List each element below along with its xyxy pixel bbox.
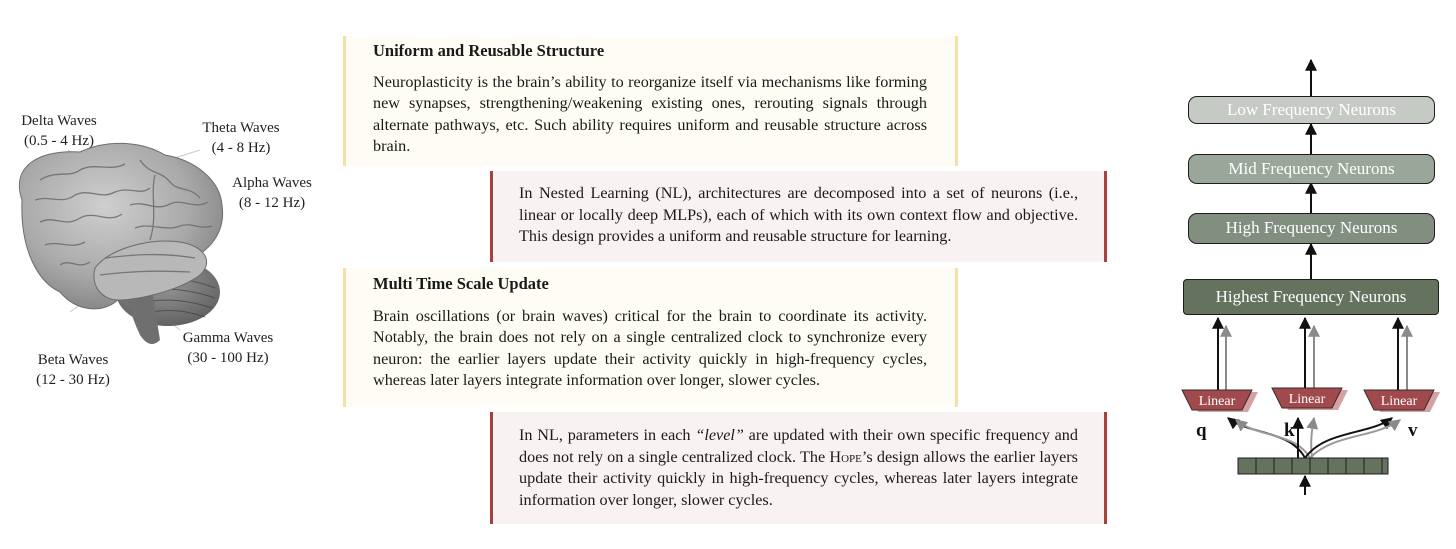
- delta-wave-label: [6, 111, 112, 151]
- beta-wave-label: [20, 350, 126, 390]
- mid-frequency-neurons: Mid Frequency Neurons: [1188, 154, 1435, 184]
- nl-structure-body: In Nested Learning (NL), architectures are decomposed into a set of neurons (i.e., linear or locally deep MLPs), each of which with its own context flow and objective. This design provides a uniform and reusable structure for learning.: [519, 184, 1078, 246]
- delta-wave-range: (0.5 - 4 Hz): [24, 133, 94, 149]
- alpha-wave-name: Alpha Waves: [232, 175, 312, 191]
- highest-frequency-neurons: Highest Frequency Neurons: [1183, 279, 1439, 315]
- high-frequency-neurons: High Frequency Neurons: [1188, 213, 1435, 244]
- uniform-structure-body: Neuroplasticity is the brain’s ability to reorganize itself via mechanisms like forming new synapses, strengthening/weakening existing ones, rerouting signals through alternate pathways, etc. Such ability requires uniform and reusable structure across brain.: [373, 72, 927, 156]
- gamma-wave-range: (30 - 100 Hz): [187, 350, 269, 366]
- hope-model-name: Hope: [829, 447, 862, 466]
- v-label: v: [1408, 420, 1418, 441]
- alpha-wave-range: (8 - 12 Hz): [238, 195, 306, 211]
- beta-wave-range: (12 - 30 Hz): [36, 372, 110, 388]
- linear-v-label: Linear: [1380, 394, 1418, 409]
- qkv-up-arrows: [1218, 318, 1407, 392]
- uniform-structure-title: Uniform and Reusable Structure: [373, 41, 605, 60]
- nl-update-part3: ’s design allows the earlier layers update their activity quickly in high-frequency cycles, whereas later layers integrate information over longer, slower cycles.: [519, 447, 1078, 509]
- gamma-wave-name: Gamma Waves: [182, 330, 274, 346]
- q-label: q: [1196, 420, 1207, 441]
- input-to-linear-arrows: [1228, 418, 1400, 458]
- nl-update-panel: [490, 412, 1107, 524]
- k-label: k: [1284, 420, 1295, 441]
- linear-k-block: [1272, 388, 1348, 410]
- nl-update-part1: In NL, parameters in each: [519, 426, 696, 444]
- input-token-bar: [1238, 458, 1388, 474]
- alpha-wave-label: [218, 173, 326, 213]
- nl-update-body: [519, 425, 1078, 511]
- linear-q-label: Linear: [1198, 394, 1236, 409]
- multiscale-title: Multi Time Scale Update: [373, 274, 549, 293]
- linear-k-label: Linear: [1288, 392, 1326, 407]
- linear-v-block: [1364, 390, 1440, 412]
- theta-wave-range: (4 - 8 Hz): [211, 140, 271, 156]
- beta-wave-name: Beta Waves: [37, 352, 109, 368]
- linear-q-block: [1182, 390, 1258, 412]
- theta-wave-label: [187, 118, 295, 158]
- multiscale-body: Brain oscillations (or brain waves) critical for the brain to coordinate its activity. Notably, the brain does not rely on a single centralized clock to synchronize every neuron: the earlier layers update their activity quickly in high-frequency cycles, whereas later layers integrate information over longer, slower cycles.: [373, 306, 927, 390]
- nl-diagram: [1170, 0, 1456, 549]
- theta-wave-name: Theta Waves: [202, 120, 280, 136]
- nl-structure-panel: [490, 171, 1107, 262]
- nl-update-part2: are updated with their own specific frequency and does not rely on a single centralized clock. The: [519, 426, 1078, 466]
- gamma-wave-label: [170, 328, 286, 368]
- delta-wave-name: Delta Waves: [21, 113, 97, 129]
- low-frequency-neurons: Low Frequency Neurons: [1188, 96, 1435, 124]
- uniform-structure-panel: [343, 36, 958, 166]
- nl-update-level: “level”: [695, 426, 744, 444]
- multiscale-panel: [343, 268, 958, 407]
